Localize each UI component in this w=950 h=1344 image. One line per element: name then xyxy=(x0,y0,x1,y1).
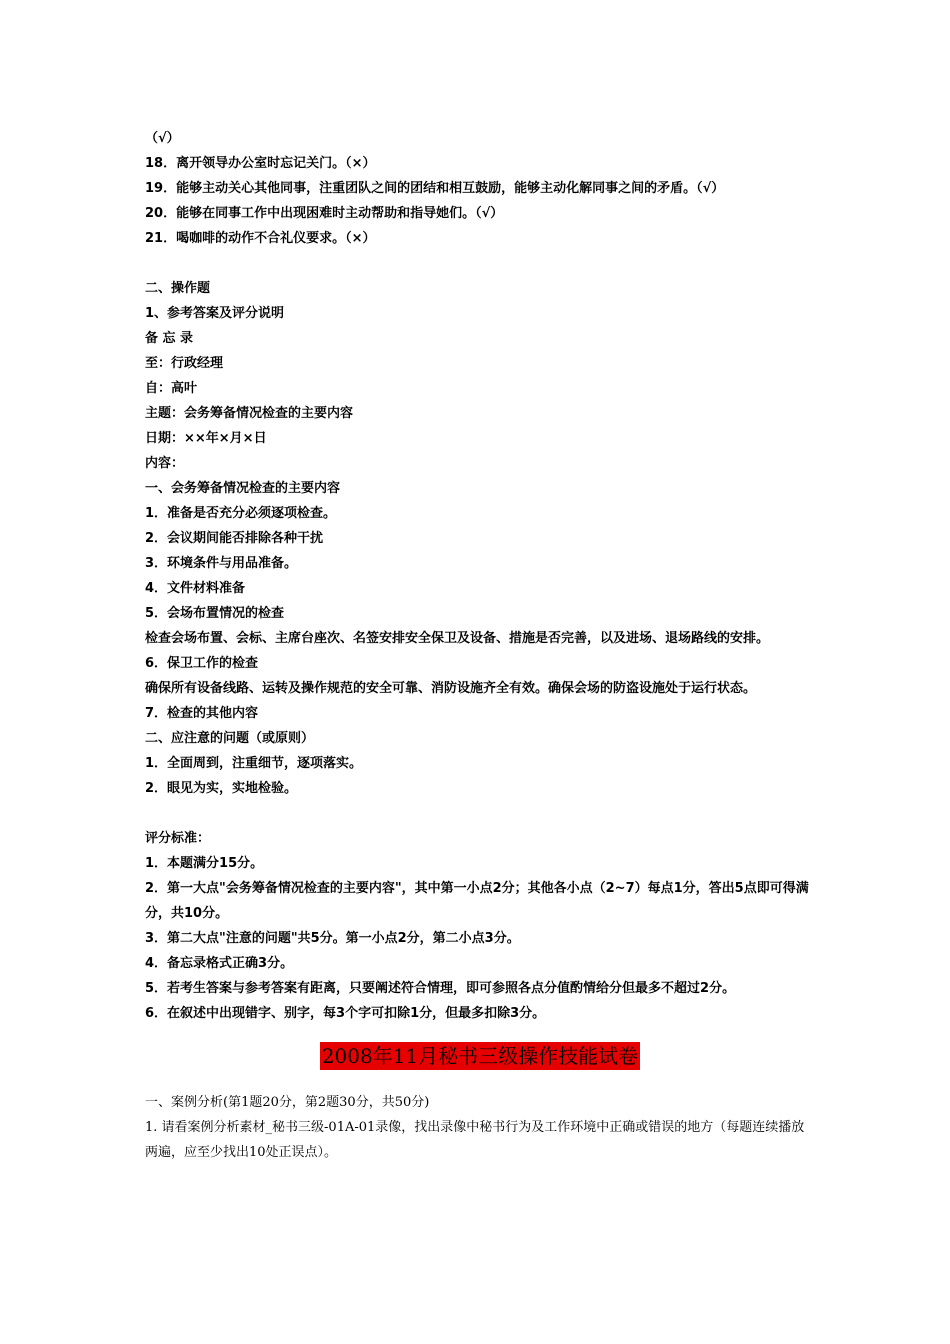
memo-item: 1．全面周到，注重细节，逐项落实。 xyxy=(145,756,363,771)
answer-mark: （√） xyxy=(145,131,180,146)
subheading-reference-answer: 1、参考答案及评分说明 xyxy=(145,306,285,321)
memo-from: 自：高叶 xyxy=(145,381,198,396)
memo-item: 4．文件材料准备 xyxy=(145,581,246,596)
memo-item: 1．准备是否充分必须逐项检查。 xyxy=(145,506,337,521)
memo-item: 6．保卫工作的检查 xyxy=(145,656,259,671)
memo-item-detail: 检查会场布置、会标、主席台座次、名签安排安全保卫及设备、措施是否完善，以及进场、退场路线的安排。 xyxy=(145,631,770,646)
question-20: 20．能够在同事工作中出现困难时主动帮助和指导她们。（√） xyxy=(145,206,504,221)
spacer xyxy=(145,801,815,826)
scoring-item: 3．第二大点"注意的问题"共5分。第一小点2分，第二小点3分。 xyxy=(145,931,520,946)
memo-section-1-title: 一、会务筹备情况检查的主要内容 xyxy=(145,481,341,496)
question-21: 21．喝咖啡的动作不合礼仪要求。（×） xyxy=(145,231,376,246)
memo-item: 2．会议期间能否排除各种干扰 xyxy=(145,531,324,546)
memo-content-label: 内容： xyxy=(145,456,185,471)
scoring-item: 6．在叙述中出现错字、别字，每3个字可扣除1分，但最多扣除3分。 xyxy=(145,1006,546,1021)
scoring-item: 5．若考生答案与参考答案有距离，只要阐述符合情理，即可参照各点分值酌情给分但最多不超过2分。 xyxy=(145,981,736,996)
case-analysis-item: 1. 请看案例分析素材_秘书三级-01A-01录像，找出录像中秘书行为及工作环境中正确或错误的地方（每题连续播放两遍，应至少找出10处正误点）。 xyxy=(145,1120,805,1160)
case-analysis-heading: 一、案例分析(第1题20分，第2题30分，共50分) xyxy=(145,1095,430,1110)
section-heading-operation: 二、操作题 xyxy=(145,281,211,296)
memo-date: 日期：××年×月×日 xyxy=(145,431,267,446)
memo-subject: 主题：会务筹备情况检查的主要内容 xyxy=(145,406,354,421)
memo-to: 至：行政经理 xyxy=(145,356,224,371)
question-18: 18．离开领导办公室时忘记关门。（×） xyxy=(145,156,376,171)
question-19: 19．能够主动关心其他同事，注重团队之间的团结和相互鼓励，能够主动化解同事之间的矛盾。（√） xyxy=(145,181,725,196)
exam-title-row xyxy=(145,1036,815,1076)
memo-section-2-title: 二、应注意的问题（或原则） xyxy=(145,731,315,746)
scoring-item: 2．第一大点"会务筹备情况检查的主要内容"，其中第一小点2分；其他各小点（2~7）每点1分，答出5点即可得满分，共10分。 xyxy=(145,881,809,921)
spacer xyxy=(145,251,815,276)
memo-item: 5．会场布置情况的检查 xyxy=(145,606,285,621)
scoring-title: 评分标准： xyxy=(145,831,211,846)
document-body xyxy=(145,126,815,1165)
scoring-item: 1．本题满分15分。 xyxy=(145,856,264,871)
scoring-item: 4．备忘录格式正确3分。 xyxy=(145,956,294,971)
exam-title: 2008年11月秘书三级操作技能试卷 xyxy=(321,1044,639,1068)
memo-item: 7．检查的其他内容 xyxy=(145,706,259,721)
memo-item-detail: 确保所有设备线路、运转及操作规范的安全可靠、消防设施齐全有效。确保会场的防盗设施处于运行状态。 xyxy=(145,681,757,696)
memo-item: 3．环境条件与用品准备。 xyxy=(145,556,298,571)
memo-title: 备 忘 录 xyxy=(145,331,194,346)
memo-item: 2．眼见为实，实地检验。 xyxy=(145,781,298,796)
